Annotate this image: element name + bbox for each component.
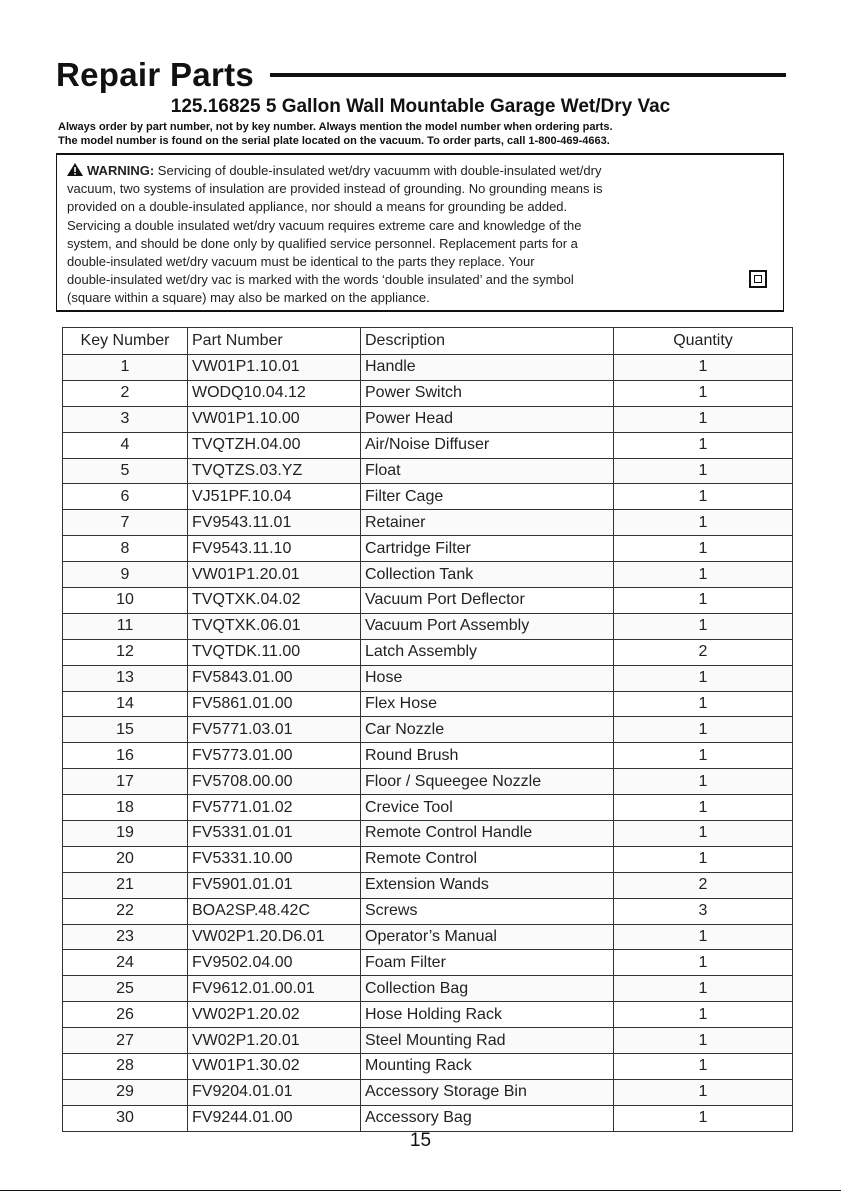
description-cell: Mounting Rack <box>361 1054 614 1080</box>
warning-triangle-icon <box>67 163 83 176</box>
key-number-cell: 4 <box>63 432 188 458</box>
description-cell: Round Brush <box>361 743 614 769</box>
key-number-cell: 8 <box>63 536 188 562</box>
quantity-cell: 1 <box>614 665 793 691</box>
table-row <box>63 406 793 432</box>
description-cell: Crevice Tool <box>361 795 614 821</box>
part-number-cell: VW01P1.10.01 <box>188 355 361 381</box>
key-number-cell: 5 <box>63 458 188 484</box>
quantity-cell: 1 <box>614 924 793 950</box>
quantity-cell: 1 <box>614 510 793 536</box>
quantity-cell: 1 <box>614 484 793 510</box>
description-cell: Screws <box>361 898 614 924</box>
key-number-cell: 11 <box>63 613 188 639</box>
table-row <box>63 588 793 614</box>
table-row <box>63 380 793 406</box>
table-row <box>63 717 793 743</box>
quantity-cell: 1 <box>614 432 793 458</box>
key-number-cell: 30 <box>63 1105 188 1131</box>
part-number-cell: VW02P1.20.02 <box>188 1002 361 1028</box>
parts-table <box>62 327 793 1132</box>
part-number-cell: FV9543.11.01 <box>188 510 361 536</box>
key-number-cell: 13 <box>63 665 188 691</box>
key-number-cell: 26 <box>63 1002 188 1028</box>
page-header <box>56 56 786 96</box>
quantity-cell: 1 <box>614 406 793 432</box>
double-insulated-symbol-icon <box>749 270 767 288</box>
part-number-cell: FV5843.01.00 <box>188 665 361 691</box>
table-row <box>63 769 793 795</box>
quantity-cell: 1 <box>614 1002 793 1028</box>
table-row <box>63 355 793 381</box>
quantity-cell: 1 <box>614 588 793 614</box>
description-cell: Floor / Squeegee Nozzle <box>361 769 614 795</box>
part-number-cell: FV5331.01.01 <box>188 821 361 847</box>
part-number-cell: BOA2SP.48.42C <box>188 898 361 924</box>
description-cell: Accessory Bag <box>361 1105 614 1131</box>
part-number-cell: FV5708.00.00 <box>188 769 361 795</box>
description-cell: Collection Tank <box>361 562 614 588</box>
warning-box <box>56 153 784 312</box>
table-row <box>63 1002 793 1028</box>
quantity-cell: 1 <box>614 821 793 847</box>
key-number-cell: 3 <box>63 406 188 432</box>
description-cell: Operator’s Manual <box>361 924 614 950</box>
description-cell: Retainer <box>361 510 614 536</box>
part-number-cell: VW01P1.20.01 <box>188 562 361 588</box>
title-rule <box>270 73 786 77</box>
table-row <box>63 510 793 536</box>
warning-line: (square within a square) may also be marked on the appliance. <box>67 290 430 306</box>
table-row <box>63 432 793 458</box>
header-quantity: Quantity <box>614 328 793 355</box>
part-number-cell: TVQTDK.11.00 <box>188 639 361 665</box>
description-cell: Cartridge Filter <box>361 536 614 562</box>
table-row <box>63 743 793 769</box>
table-row <box>63 898 793 924</box>
key-number-cell: 24 <box>63 950 188 976</box>
warning-line: double-insulated wet/dry vac is marked with the words ‘double insulated’ and the symbol <box>67 272 574 288</box>
key-number-cell: 23 <box>63 924 188 950</box>
description-cell: Car Nozzle <box>361 717 614 743</box>
part-number-cell: TVQTZS.03.YZ <box>188 458 361 484</box>
description-cell: Air/Noise Diffuser <box>361 432 614 458</box>
key-number-cell: 18 <box>63 795 188 821</box>
header-description: Description <box>361 328 614 355</box>
table-row <box>63 458 793 484</box>
key-number-cell: 12 <box>63 639 188 665</box>
table-row <box>63 924 793 950</box>
inner-square-icon <box>754 275 762 283</box>
description-cell: Extension Wands <box>361 872 614 898</box>
key-number-cell: 20 <box>63 846 188 872</box>
part-number-cell: TVQTZH.04.00 <box>188 432 361 458</box>
key-number-cell: 1 <box>63 355 188 381</box>
quantity-cell: 1 <box>614 769 793 795</box>
table-header-row <box>63 328 793 355</box>
part-number-cell: WODQ10.04.12 <box>188 380 361 406</box>
parts-table-body <box>63 355 793 1132</box>
quantity-cell: 1 <box>614 536 793 562</box>
table-row <box>63 1105 793 1131</box>
description-cell: Remote Control Handle <box>361 821 614 847</box>
key-number-cell: 27 <box>63 1028 188 1054</box>
quantity-cell: 1 <box>614 1105 793 1131</box>
warning-line: Servicing a double insulated wet/dry vacuum requires extreme care and knowledge of the <box>67 217 582 233</box>
quantity-cell: 1 <box>614 355 793 381</box>
description-cell: Handle <box>361 355 614 381</box>
table-row <box>63 639 793 665</box>
warning-label: WARNING: <box>87 163 155 178</box>
part-number-cell: VW01P1.10.00 <box>188 406 361 432</box>
description-cell: Vacuum Port Deflector <box>361 588 614 614</box>
key-number-cell: 28 <box>63 1054 188 1080</box>
part-number-cell: FV5331.10.00 <box>188 846 361 872</box>
table-row <box>63 976 793 1002</box>
ordering-note: Always order by part number, not by key number. Always mention the model number when ordering parts. <box>58 121 613 133</box>
key-number-cell: 25 <box>63 976 188 1002</box>
model-number-note: The model number is found on the serial plate located on the vacuum. To order parts, call 1-800-469-4663. <box>58 135 610 147</box>
description-cell: Hose <box>361 665 614 691</box>
description-cell: Hose Holding Rack <box>361 1002 614 1028</box>
key-number-cell: 10 <box>63 588 188 614</box>
header-key-number: Key Number <box>63 328 188 355</box>
table-row <box>63 613 793 639</box>
part-number-cell: FV9204.01.01 <box>188 1079 361 1105</box>
part-number-cell: FV9612.01.00.01 <box>188 976 361 1002</box>
quantity-cell: 3 <box>614 898 793 924</box>
key-number-cell: 14 <box>63 691 188 717</box>
key-number-cell: 19 <box>63 821 188 847</box>
part-number-cell: TVQTXK.06.01 <box>188 613 361 639</box>
key-number-cell: 17 <box>63 769 188 795</box>
description-cell: Collection Bag <box>361 976 614 1002</box>
warning-line: vacuum, two systems of insulation are provided instead of grounding. No grounding means is <box>67 181 603 197</box>
table-row <box>63 1028 793 1054</box>
key-number-cell: 16 <box>63 743 188 769</box>
quantity-cell: 1 <box>614 846 793 872</box>
description-cell: Latch Assembly <box>361 639 614 665</box>
part-number-cell: VW02P1.20.D6.01 <box>188 924 361 950</box>
page-number: 15 <box>409 1130 432 1151</box>
table-row <box>63 1079 793 1105</box>
quantity-cell: 1 <box>614 950 793 976</box>
description-cell: Remote Control <box>361 846 614 872</box>
table-row <box>63 821 793 847</box>
table-row <box>63 484 793 510</box>
model-subtitle: 125.16825 5 Gallon Wall Mountable Garage Wet/Dry Vac <box>170 96 671 117</box>
part-number-cell: FV5861.01.00 <box>188 691 361 717</box>
quantity-cell: 2 <box>614 872 793 898</box>
quantity-cell: 1 <box>614 562 793 588</box>
description-cell: Accessory Storage Bin <box>361 1079 614 1105</box>
table-row <box>63 536 793 562</box>
quantity-cell: 1 <box>614 458 793 484</box>
quantity-cell: 1 <box>614 743 793 769</box>
quantity-cell: 1 <box>614 1054 793 1080</box>
key-number-cell: 21 <box>63 872 188 898</box>
part-number-cell: FV5901.01.01 <box>188 872 361 898</box>
table-row <box>63 562 793 588</box>
part-number-cell: VW02P1.20.01 <box>188 1028 361 1054</box>
table-row <box>63 691 793 717</box>
quantity-cell: 1 <box>614 691 793 717</box>
quantity-cell: 1 <box>614 613 793 639</box>
description-cell: Power Switch <box>361 380 614 406</box>
table-row <box>63 795 793 821</box>
table-row <box>63 950 793 976</box>
part-number-cell: VJ51PF.10.04 <box>188 484 361 510</box>
table-row <box>63 1054 793 1080</box>
warning-text <box>67 162 777 308</box>
part-number-cell: FV9502.04.00 <box>188 950 361 976</box>
part-number-cell: FV9543.11.10 <box>188 536 361 562</box>
quantity-cell: 1 <box>614 976 793 1002</box>
part-number-cell: FV5771.01.02 <box>188 795 361 821</box>
description-cell: Float <box>361 458 614 484</box>
description-cell: Power Head <box>361 406 614 432</box>
quantity-cell: 1 <box>614 1028 793 1054</box>
quantity-cell: 1 <box>614 717 793 743</box>
warning-line: Servicing of double-insulated wet/dry vacuumm with double-insulated wet/dry <box>157 163 602 178</box>
key-number-cell: 7 <box>63 510 188 536</box>
key-number-cell: 29 <box>63 1079 188 1105</box>
quantity-cell: 1 <box>614 380 793 406</box>
part-number-cell: VW01P1.30.02 <box>188 1054 361 1080</box>
description-cell: Filter Cage <box>361 484 614 510</box>
table-row <box>63 846 793 872</box>
key-number-cell: 22 <box>63 898 188 924</box>
description-cell: Steel Mounting Rad <box>361 1028 614 1054</box>
key-number-cell: 2 <box>63 380 188 406</box>
key-number-cell: 6 <box>63 484 188 510</box>
page-title: Repair Parts <box>56 56 255 93</box>
key-number-cell: 15 <box>63 717 188 743</box>
warning-line: provided on a double-insulated appliance, nor should a means for grounding be added. <box>67 199 568 215</box>
warning-line: system, and should be done only by qualified service personnel. Replacement parts for a <box>67 235 578 251</box>
part-number-cell: TVQTXK.04.02 <box>188 588 361 614</box>
header-part-number: Part Number <box>188 328 361 355</box>
table-row <box>63 872 793 898</box>
description-cell: Vacuum Port Assembly <box>361 613 614 639</box>
quantity-cell: 2 <box>614 639 793 665</box>
description-cell: Flex Hose <box>361 691 614 717</box>
warning-line: double-insulated wet/dry vacuum must be identical to the parts they replace. Your <box>67 254 535 270</box>
quantity-cell: 1 <box>614 1079 793 1105</box>
quantity-cell: 1 <box>614 795 793 821</box>
part-number-cell: FV5773.01.00 <box>188 743 361 769</box>
part-number-cell: FV5771.03.01 <box>188 717 361 743</box>
table-row <box>63 665 793 691</box>
part-number-cell: FV9244.01.00 <box>188 1105 361 1131</box>
description-cell: Foam Filter <box>361 950 614 976</box>
key-number-cell: 9 <box>63 562 188 588</box>
